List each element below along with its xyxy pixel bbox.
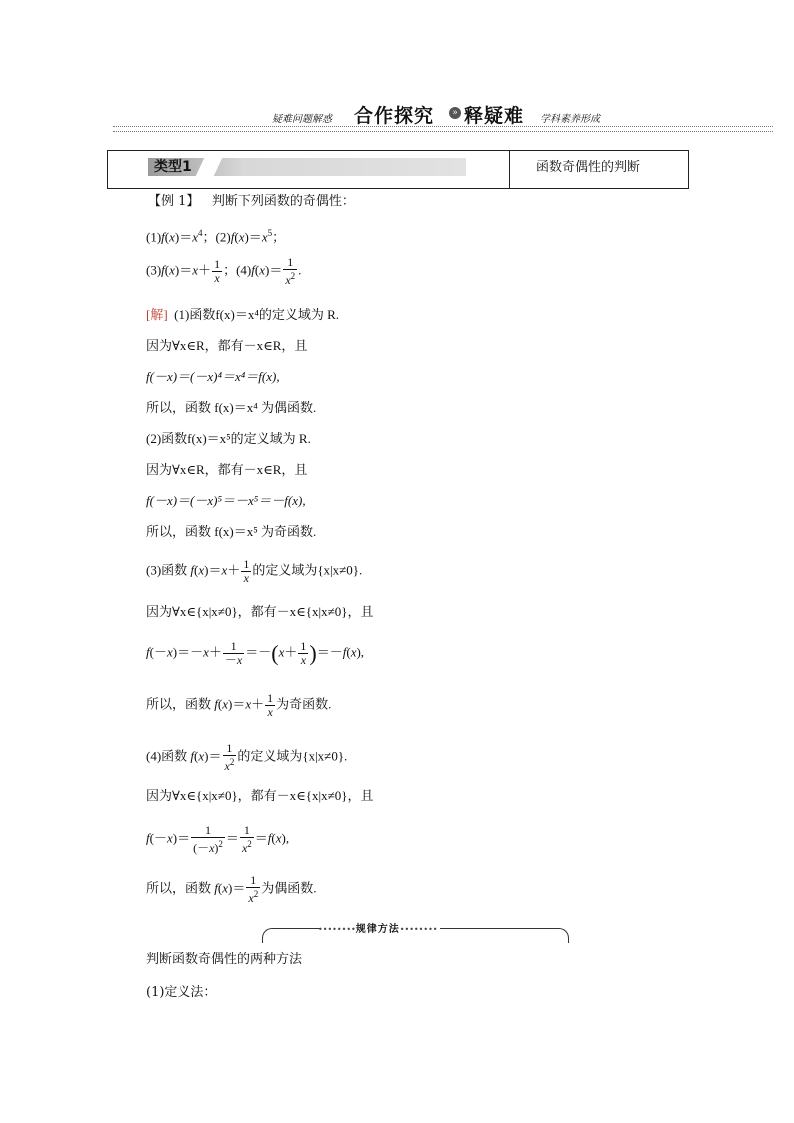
solution-d2: (2)函数f(x)＝x⁵的定义域为 R. xyxy=(146,431,311,446)
solution-d4-text: 的定义域为{x|x≠0}. xyxy=(237,748,348,764)
example-tag: 【例 1】 xyxy=(148,194,200,209)
example-item-1-2: $(1)f(x)=x^4$；$(2)f(x)=x^5$； xyxy=(146,228,286,245)
solution-d3: (3)函数 f(x)＝x＋ $\frac{1}{x}$ 的定义域为{x|x≠0}. xyxy=(146,557,363,585)
solution-calc-1: f(－x)＝(－x)⁴＝x⁴＝f(x), xyxy=(146,369,280,384)
solution-conclusion-4: 所以，函数 f(x)＝ $\frac{1}{x^2}$ 为偶函数. xyxy=(146,873,317,905)
example-prompt: 判断下列函数的奇偶性： xyxy=(211,194,355,209)
method-label: ••••••••规律方法•••••••• xyxy=(318,924,438,935)
solution-calc-2: f(－x)＝(－x)⁵＝－x⁵＝－f(x), xyxy=(146,493,306,508)
header-divider xyxy=(113,126,773,132)
solution-conclusion-1: 所以，函数 f(x)＝x⁴ 为偶函数. xyxy=(146,400,317,415)
solution-line-1 xyxy=(146,307,339,323)
solution-because-2: 因为∀x∈R，都有－x∈R，且 xyxy=(146,462,308,477)
method-title: 判断函数奇偶性的两种方法 xyxy=(146,952,303,967)
header-right-text: 学科素养形成 xyxy=(540,114,600,125)
solution-because-1: 因为∀x∈R，都有－x∈R，且 xyxy=(146,338,308,353)
solution-so4-text: 为偶函数. xyxy=(261,880,317,896)
solution-conclusion-3: 所以，函数 f(x)＝x＋ $\frac{1}{x}$ 为奇函数. xyxy=(146,691,332,719)
example-heading xyxy=(148,194,355,210)
header-main-title: 合作探究 xyxy=(354,105,435,127)
solution-so3-text: 为奇函数. xyxy=(276,696,332,712)
solution-d4: (4)函数 f(x)＝ $\frac{1}{x^2}$ 的定义域为{x|x≠0}. xyxy=(146,741,348,773)
method-item-1: (1)定义法： xyxy=(146,985,217,1000)
solution-d1: (1)函数f(x)＝x⁴的定义域为 R. xyxy=(174,307,340,322)
solution-because-3: 因为∀x∈{x|x≠0}，都有－x∈{x|x≠0}，且 xyxy=(146,604,374,619)
header-main-title-2: 释疑难 xyxy=(464,105,525,127)
solution-calc-3: f(－x)＝－x＋ $\frac{1}{-x}$ ＝－(x＋ $\frac{1}{x}$ )＝－f(x), xyxy=(146,639,365,667)
type-label: 类型1 xyxy=(154,159,192,175)
type-title: 函数奇偶性的判断 xyxy=(536,160,641,175)
double-chevron-icon: » xyxy=(449,107,461,119)
solution-d3-text: 的定义域为{x|x≠0}. xyxy=(252,562,363,578)
solution-tag: [解] xyxy=(146,307,168,322)
type-box-divider xyxy=(509,150,510,188)
solution-calc-4: f(－x)＝ $\frac{1}{(-x)^2}$ ＝ $\frac{1}{x^2}$ ＝f(x), xyxy=(146,823,290,855)
method-label-text: 规律方法 xyxy=(355,924,400,935)
solution-conclusion-2: 所以，函数 f(x)＝x⁵ 为奇函数. xyxy=(146,524,317,539)
solution-because-4: 因为∀x∈{x|x≠0}，都有－x∈{x|x≠0}，且 xyxy=(146,788,374,803)
header-left-text: 疑难问题解惑 xyxy=(272,114,332,125)
example-item-3-4: (3)f(x)＝x＋ $\frac{1}{x}$ ；(4)f(x)＝ $\frac{1}{x^2}$ . xyxy=(146,255,302,287)
